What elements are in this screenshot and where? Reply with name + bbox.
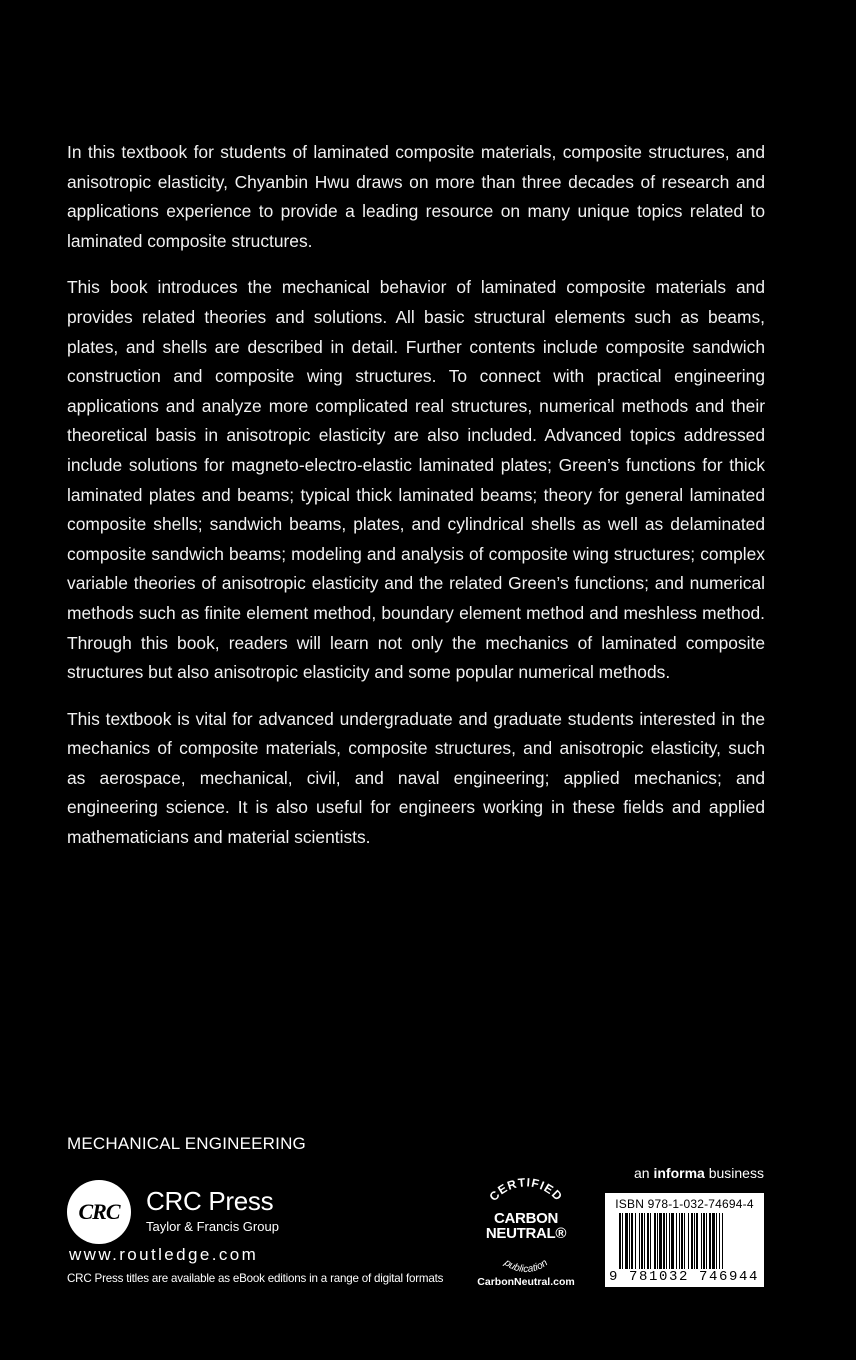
publisher-name: CRC Press (146, 1186, 274, 1216)
barcode-digits: 9 781032 746944 (609, 1269, 760, 1285)
publisher-website[interactable]: www.routledge.com (69, 1245, 259, 1264)
informa-tagline (634, 1165, 764, 1181)
informa-brand: informa (653, 1165, 705, 1181)
isbn-number: ISBN 978-1-032-74694-4 (615, 1197, 754, 1211)
subject-category: MECHANICAL ENGINEERING (67, 1134, 306, 1153)
cn-line-1: CARBON (493, 1210, 559, 1227)
informa-suffix: business (704, 1165, 764, 1181)
informa-prefix: an (634, 1165, 654, 1181)
cn-certified-text: CERTIFIED (486, 1175, 566, 1204)
ebook-note: CRC Press titles are available as eBook editions in a range of digital formats (67, 1272, 444, 1285)
cn-publication-text: publication (502, 1257, 550, 1276)
cn-url: CarbonNeutral.com (477, 1276, 575, 1288)
blurb-paragraph-2: This book introduces the mechanical behavior of laminated composite materials and provides related theories and solutions. All basic structural elements such as beams, plates, and shells are described in detail. Further contents include composite sandwich construction and composite wing structures. To connect with practical engineering applications and analyze more complicated real structures, numerical methods and their theoretical basis in anisotropic elasticity are also included. Advanced topics addressed include solutions for magneto-electro-elastic laminated plates; Green’s functions for thick laminated plates and beams; typical thick laminated beams; theory for general laminated composite shells; sandwich beams, plates, and cylindrical shells as well as delaminated composite sandwich beams; modeling and analysis of composite wing structures; complex variable theories of anisotropic elasticity and the related Green’s functions; and numerical methods such as finite element method, boundary element method and meshless method. Through this book, readers will learn not only the mechanics of laminated composite structures but also anisotropic elasticity and some popular numerical methods. (67, 277, 765, 683)
cn-line-2: NEUTRAL® (485, 1225, 567, 1242)
crc-logo-icon (67, 1180, 131, 1244)
blurb-paragraph-1: In this textbook for students of laminated composite materials, composite structures, and anisotropic elasticity, Chyanbin Hwu draws on more than three decades of research and applications experience to provide a leading resource on many unique topics related to laminated composite structures. (67, 142, 765, 251)
blurb-paragraph-3: This textbook is vital for advanced undergraduate and graduate students interested in the mechanics of composite materials, composite structures, and anisotropic elasticity, such as aerospace, mechanical, civil, and naval engineering; applied mechanics; and engineering science. It is also useful for engineers working in these fields and applied mathematicians and material scientists. (67, 708, 765, 848)
back-cover-blurb (67, 138, 765, 870)
carbon-neutral-label (474, 1211, 578, 1241)
publisher-group: Taylor & Francis Group (146, 1219, 279, 1234)
svg-text:CERTIFIED (486, 1175, 565, 1204)
svg-text:publication (501, 1257, 550, 1275)
crc-logo-text: CRC (78, 1199, 120, 1224)
isbn-barcode (605, 1193, 764, 1287)
